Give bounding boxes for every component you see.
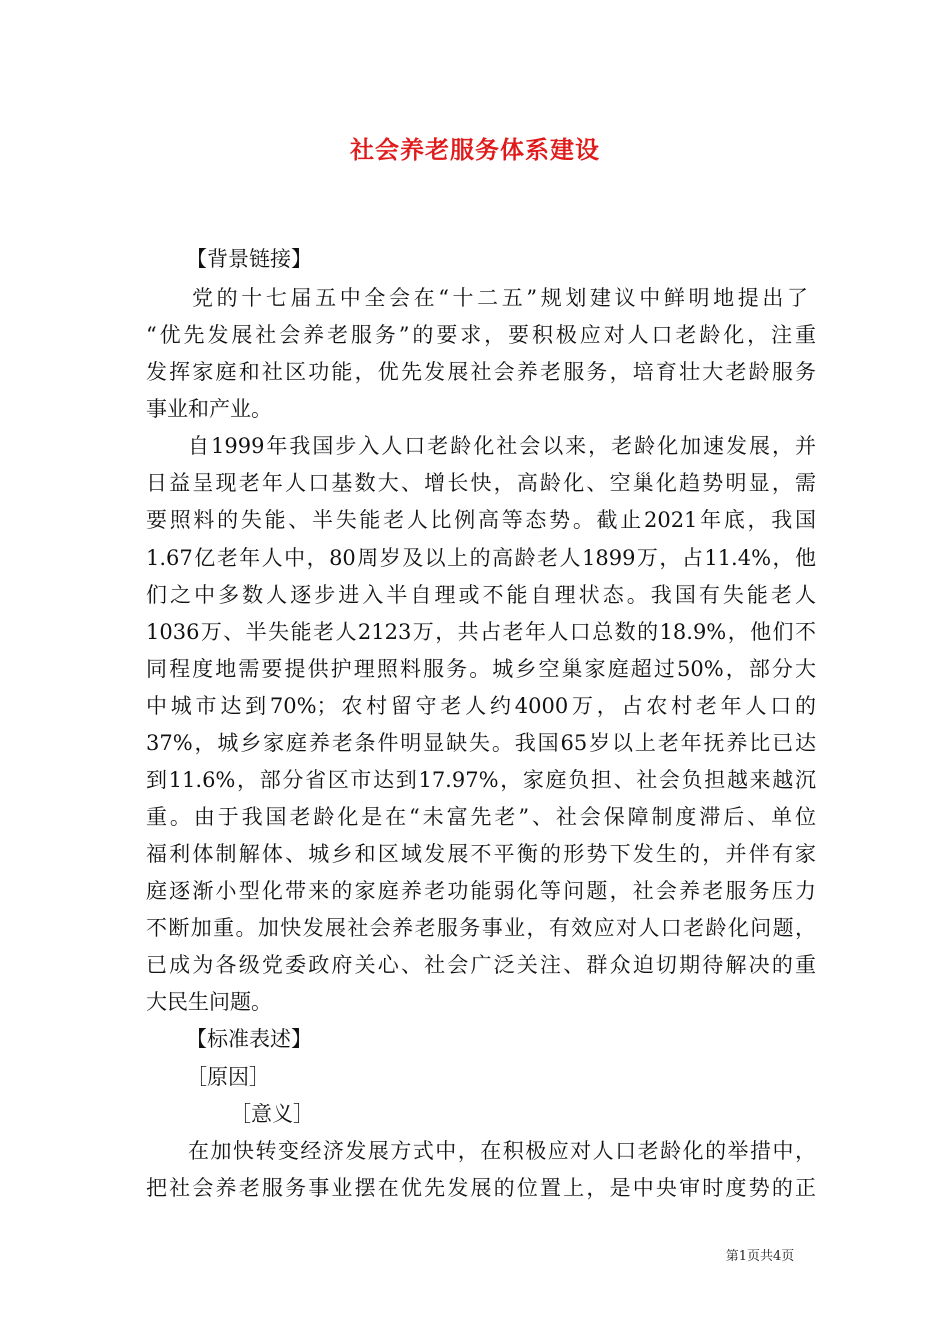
paragraph-line: 1.67亿老年人中，80周岁及以上的高龄老人1899万，占11.4%，他 — [146, 546, 816, 570]
paragraph-line: 党的十七届五中全会在“十二五”规划建议中鲜明地提出了 — [192, 286, 808, 310]
subheading-significance: ［意义］ — [230, 1102, 314, 1126]
paragraph-line: 日益呈现老年人口基数大、增长快，高龄化、空巢化趋势明显，需 — [146, 471, 816, 495]
section-heading-standard: 【标准表述】 — [186, 1027, 312, 1051]
paragraph-line: 庭逐渐小型化带来的家庭养老功能弱化等问题，社会养老服务压力 — [146, 879, 816, 903]
paragraph-line: 自1999年我国步入人口老龄化社会以来，老龄化加速发展，并 — [188, 434, 816, 458]
paragraph-line: 事业和产业。 — [146, 397, 272, 421]
paragraph-line: 到11.6%，部分省区市达到17.97%，家庭负担、社会负担越来越沉 — [146, 768, 816, 792]
paragraph-line: 们之中多数人逐步进入半自理或不能自理状态。我国有失能老人 — [146, 583, 816, 607]
paragraph-line: 中城市达到70%；农村留守老人约4000万，占农村老年人口的 — [146, 694, 816, 718]
paragraph-line: 发挥家庭和社区功能，优先发展社会养老服务，培育壮大老龄服务 — [146, 360, 816, 384]
paragraph-line: 要照料的失能、半失能老人比例高等态势。截止2021年底，我国 — [146, 508, 816, 532]
paragraph-line: 1036万、半失能老人2123万，共占老年人口总数的18.9%，他们不 — [146, 620, 816, 644]
paragraph-line: 重。由于我国老龄化是在“未富先老”、社会保障制度滞后、单位 — [146, 805, 816, 829]
paragraph-line: 37%，城乡家庭养老条件明显缺失。我国65岁以上老年抚养比已达 — [146, 731, 816, 755]
paragraph-line: 同程度地需要提供护理照料服务。城乡空巢家庭超过50%，部分大 — [146, 657, 816, 681]
paragraph-line: 在加快转变经济发展方式中，在积极应对人口老龄化的举措中， — [188, 1139, 816, 1163]
paragraph-line: “优先发展社会养老服务”的要求，要积极应对人口老龄化，注重 — [146, 323, 816, 347]
paragraph-line: 大民生问题。 — [146, 990, 272, 1014]
paragraph-line: 不断加重。加快发展社会养老服务事业，有效应对人口老龄化问题， — [146, 916, 816, 940]
document-title: 社会养老服务体系建设 — [350, 135, 600, 164]
section-heading-background: 【背景链接】 — [186, 247, 312, 271]
subheading-reason: ［原因］ — [186, 1065, 270, 1089]
paragraph-line: 把社会养老服务事业摆在优先发展的位置上，是中央审时度势的正 — [146, 1176, 816, 1200]
page-number: 第1页共4页 — [725, 1249, 795, 1264]
paragraph-line: 福利体制解体、城乡和区域发展不平衡的形势下发生的，并伴有家 — [146, 842, 816, 866]
paragraph-line: 已成为各级党委政府关心、社会广泛关注、群众迫切期待解决的重 — [146, 953, 816, 977]
